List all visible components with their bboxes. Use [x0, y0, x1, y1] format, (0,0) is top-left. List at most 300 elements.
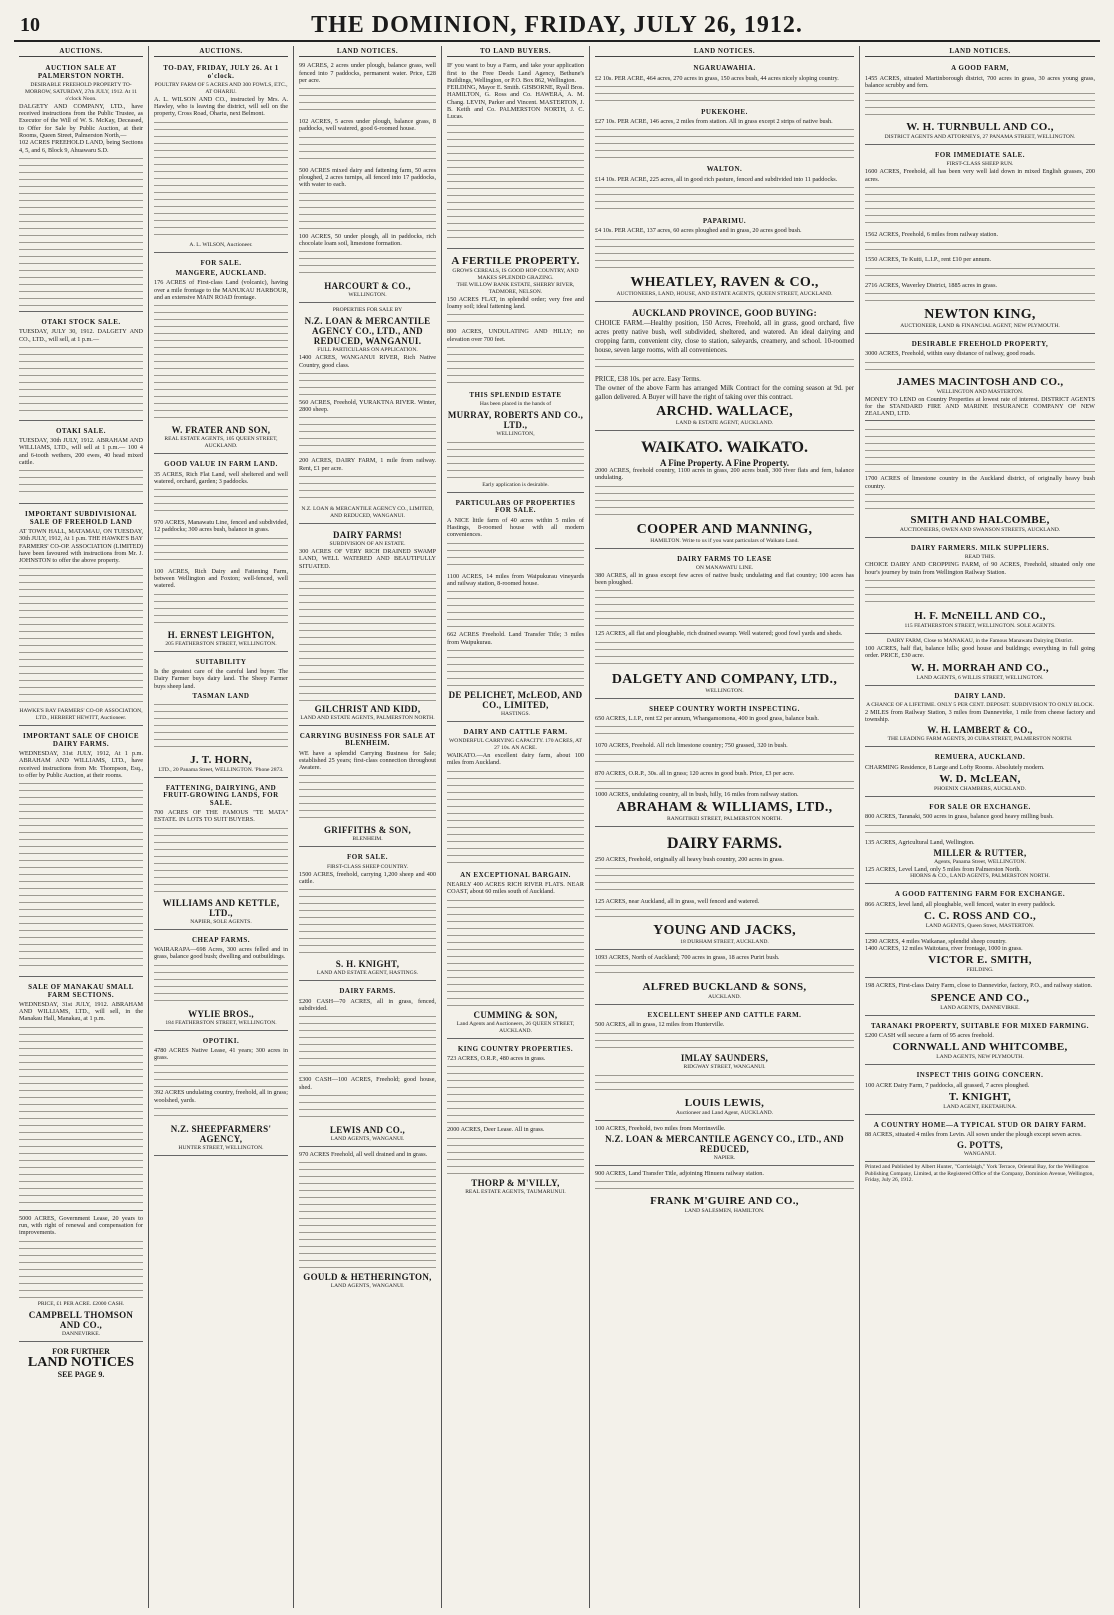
ad-fine-print [595, 127, 854, 163]
section-title: DESIRABLE FREEHOLD PROPERTY, [911, 339, 1049, 348]
ad-title: GOOD VALUE IN FARM LAND. [164, 460, 278, 469]
land-ad [154, 255, 288, 454]
ad-title: OTAKI SALE. [55, 426, 107, 435]
ad-title: AN EXCEPTIONAL BARGAIN. [460, 870, 571, 879]
ad-agent: THORP & M'VILLY, [471, 1177, 560, 1188]
ad-fine-print [299, 1093, 436, 1123]
ad-agent-address: WANGANUI. [963, 1151, 997, 1158]
banner-subtitle: A Fine Property. A Fine Property. [660, 457, 789, 468]
ad-fine-print [447, 1136, 584, 1176]
ad-body: Is the greatest care of the careful land buyer. The Dairy Farmer buys dairy land. The Sheep Farmer buys sheep land. [154, 667, 288, 690]
ad-agent: VICTOR E. SMITH, [928, 954, 1032, 967]
ad-title: THIS SPLENDID ESTATE [469, 390, 562, 399]
ad-title: FOR SALE. [200, 258, 242, 267]
ad-lot: 100 ACRES, 50 under plough, all in paddocks, rich chocolate loam soil, limestone formation. [299, 232, 436, 247]
ad-body: WEDNESDAY, 31st JULY, 1912, At 1 p.m. ABRAHAM AND WILLIAMS, LTD., have received instructions from Mr. Thompson, Esq., to offer by Public Auction, at their rooms. [19, 750, 143, 779]
auction-ad [19, 314, 143, 421]
ad-agent-address: NAPIER. [713, 1155, 736, 1162]
section-subtitle: FIRST-CLASS SHEEP RUN. [946, 161, 1014, 168]
ad-lot: 650 ACRES, L.I.P., rent £2 per annum, Whangamomona, 400 in good grass, balance bush. [595, 715, 819, 723]
land-ad [447, 495, 584, 722]
section-title: FOR SALE OR EXCHANGE. [929, 803, 1031, 812]
ad-agent: C. C. ROSS AND CO., [923, 909, 1037, 922]
ad-title: TO-DAY, FRIDAY, JULY 26. At 1 o'clock. [163, 64, 279, 80]
ad-agent-address: HASTINGS. [500, 710, 531, 717]
section-subtitle: A CHANCE OF A LIFETIME. ONLY 5 PER CENT. DEPOSIT. SUBDIVISION TO ONLY BLOCK. [866, 701, 1094, 708]
ad-agent-address: HUNTER STREET, WELLINGTON. [178, 1144, 264, 1151]
ad-agent-list: FEILDING, Mayor E. Smith. GISBORNE, Ryall Bros. HAMILTON, G. Ross and Co. HAWERA, A. M. Chang. LEVIN, Parker and Vincent. MASTERTON, J. B. Keith and Co. PALMERSTON NORTH, J. C. Lucas. [447, 84, 584, 121]
ad-fine-print [865, 823, 1095, 837]
ad-lot: £200 CASH—70 ACRES, all in grass, fenced, subdivided. [299, 997, 436, 1012]
land-ad [595, 1123, 854, 1166]
ad-fine-print [299, 474, 436, 504]
ad-agent: A. L. WILSON, Auctioneer. [189, 241, 253, 248]
column-2 [149, 46, 294, 1608]
ad-agent-address: 184 FEATHERSTON STREET, WELLINGTON. [165, 1019, 277, 1026]
ad-fine-print [595, 640, 854, 670]
ad-lot: 176 ACRES of First-class Land (volcanic), having over a mile frontage to the MANUKAU HARBOUR, and an extensive MAIN ROAD frontage. [154, 279, 288, 301]
land-ad [595, 1168, 854, 1218]
ad-agent-address: WELLINGTON, [496, 431, 535, 438]
ad-agent-address: Land Agents and Auctioneers, 26 QUEEN STREET, AUCKLAND. [456, 1020, 575, 1034]
ad-fine-print [595, 963, 854, 979]
ad-agent: HIORNS & CO., LAND AGENTS, PALMERSTON NORTH. [910, 873, 1050, 880]
page-number: 10 [20, 14, 40, 36]
ad-fine-print [154, 1063, 288, 1087]
ad-agent-address: PHOENIX CHAMBERS, AUCKLAND. [934, 786, 1026, 793]
ad-agent: N.Z. LOAN & MERCANTILE AGENCY CO., LIMITED, AND REDUCED, WANGANUI. [301, 506, 434, 520]
column-heading: AUCTIONS. [154, 48, 288, 57]
masthead: THE DOMINION, FRIDAY, JULY 26, 1912. [311, 12, 803, 38]
ad-lot: £2 10s. PER ACRE, 464 acres, 270 acres in grass, 150 acres bush, 44 acres nicely sloping country. [595, 74, 839, 82]
ad-fine-print [447, 312, 584, 326]
land-ad [595, 551, 854, 699]
ad-fine-print [154, 303, 288, 423]
ad-agent-address: BLENHEIM. [352, 836, 383, 843]
ad-lot: 4780 ACRES Native Lease, 41 years; 300 acres in grass. [154, 1046, 288, 1062]
ad-price: PRICE, £38 10s. per acre. Easy Terms. [595, 375, 701, 383]
ad-lot: 800 ACRES, Taranaki, 500 acres in grass, balance good heavy milling bush. [865, 813, 1054, 821]
ad-fine-print [299, 572, 436, 702]
ad-agent-address: LAND AND ESTATE AGENT, HASTINGS. [316, 970, 419, 977]
ad-place: MANGERE, AUCKLAND. [175, 269, 267, 278]
column-1 [14, 46, 149, 1608]
ad-lot: 560 ACRES, Freehold, YURAKTNA RIVER. Winter, 2800 sheep. [299, 398, 436, 414]
column-heading: LAND NOTICES. [299, 48, 436, 57]
ad-fine-print [299, 1160, 436, 1270]
ad-agent: ABRAHAM & WILLIAMS, LTD., [616, 800, 833, 816]
ad-title: OTAKI STOCK SALE. [41, 317, 121, 326]
ad-fine-print [299, 1014, 436, 1074]
ad-body: A. L. WILSON AND CO., instructed by Mrs. A. Hawley, who is leaving the district, will sell on the property, Cross Road, Ohariu, next Belmont. [154, 95, 288, 118]
ad-body: CHOICE DAIRY AND CROPPING FARM, of 90 ACRES, Freehold, situated only one hour's journey by train from Wellington Railway Station. [865, 561, 1095, 576]
ad-fine-print [595, 779, 854, 789]
ad-agent-address: AUCTIONEERS, OWEN AND SWANSON STREETS, AUCKLAND. [899, 527, 1061, 534]
ad-note: Early application is desirable. [482, 482, 549, 489]
ad-fine-print [865, 360, 1095, 374]
ad-fine-print [19, 345, 143, 415]
ad-fine-print [299, 887, 436, 957]
ad-agent: N.Z. LOAN & MERCANTILE AGENCY CO., LTD., AND REDUCED, WANGANUI. [304, 316, 431, 347]
ad-subtitle: SUBDIVISION OF AN ESTATE. [329, 541, 406, 548]
section-title: REMUERA, AUCKLAND. [934, 753, 1026, 762]
ad-fine-print [299, 86, 436, 116]
ad-body: AT TOWN HALL, MATAMAU, ON TUESDAY, 30th JULY, 1912, At 1 p.m. THE HAWKE'S BAY FARMERS' CO-OP. ASSOCIATION (LIMITED) have been favoured with instructions from Mr. J. JOHNSTON to offer the above property. [19, 527, 143, 565]
land-ad [447, 1041, 584, 1199]
ad-place: PAPARIMU. [702, 217, 747, 226]
ad-fine-print [299, 371, 436, 397]
ad-fine-print [865, 240, 1095, 254]
ad-fine-print [595, 752, 854, 768]
section-title: A GOOD FATTENING FARM FOR EXCHANGE. [894, 890, 1066, 899]
banner-title: DAIRY FARMS. [667, 835, 782, 853]
ad-fine-print [19, 468, 143, 498]
land-ad [865, 540, 1095, 634]
ad-agent: N.Z. LOAN & MERCANTILE AGENCY CO., LTD., AND REDUCED, [605, 1134, 844, 1155]
ad-fine-print [154, 536, 288, 566]
ad-fine-print [865, 578, 1095, 608]
ad-lot: 125 ACRES, near Auckland, all in grass, well fenced and watered. [595, 897, 760, 905]
banner-title: WAIKATO. WAIKATO. [640, 438, 808, 456]
ad-agent: ARCHD. WALLACE, [656, 403, 793, 419]
ad-lot: 135 ACRES, Agricultural Land, Wellington. [865, 838, 975, 846]
ad-agent: HAWKE'S BAY FARMERS' CO-OP. ASSOCIATION, LTD., HERBERT HEWITT, Auctioneer. [19, 708, 143, 722]
ad-agent: YOUNG AND JACKS, [653, 922, 796, 938]
ad-subtitle: WONDERFUL CARRYING CAPACITY. 170 ACRES, AT 27 10s. AN ACRE. [449, 738, 582, 752]
ad-lot: £300 CASH—100 ACRES, Freehold; good house, shed. [299, 1076, 436, 1091]
ad-fine-print [299, 415, 436, 455]
ad-agent-address: Auctioneer and Land Agent, AUCKLAND. [675, 1109, 774, 1116]
ad-fine-print [595, 84, 854, 106]
ad-agent-address: WELLINGTON AND MASTERTON. [936, 388, 1024, 395]
section-subtitle: ON MANAWATU LINE. [695, 564, 754, 571]
ad-fine-print [595, 1073, 854, 1095]
ad-subtitle: GROWS CEREALS, IS GOOD HOP COUNTRY, AND MAKES SPLENDID GRAZING. [452, 267, 579, 281]
ad-note: The owner of the above Farm has arranged Milk Contract for the coming season at 9d. per gallon delivered. A Buyer will have the right of taking over this contract. [595, 384, 854, 401]
ad-fine-print [595, 724, 854, 740]
ad-title: A FERTILE PROPERTY. [451, 254, 580, 267]
land-ad [865, 980, 1095, 1015]
ad-agent: W. H. MORRAH AND CO., [911, 661, 1049, 674]
land-ad [154, 780, 288, 929]
ad-agent-address: WELLINGTON. [348, 292, 387, 299]
ad-body: WE have a splendid Carrying Business for Sale; established 25 years; first-class connection throughout Awatere. [299, 749, 436, 772]
ad-lot: 100 ACRES, half flat, balance hills; good house and buildings; everything in full going order. PRICE, £30 acre. [865, 644, 1095, 660]
ad-fine-print [865, 91, 1095, 119]
ad-agent-address: 18 DURHAM STREET, AUCKLAND. [680, 938, 769, 945]
land-ad [865, 799, 1095, 884]
ad-lot: 662 ACRES Freehold. Land Transfer Title; 3 miles from Waipukurau. [447, 631, 584, 646]
ad-fine-print [19, 1025, 143, 1205]
auction-ad [19, 979, 143, 1210]
ad-fine-print [865, 427, 1095, 473]
ad-lot: 900 ACRES, Land Transfer Title, adjoining Hinuera railway station. [595, 1170, 764, 1178]
ad-agent-address: LAND AGENTS, 6 WILLIS STREET, WELLINGTON. [916, 674, 1044, 681]
ad-title: SUITABILITY [195, 657, 247, 666]
ad-lot: 99 ACRES, 2 acres under plough, balance grass, well fenced into 7 paddocks, permanent water. Price, £28 per acre. [299, 62, 436, 84]
land-ad [447, 724, 584, 1039]
ad-lot: 300 ACRES OF VERY RICH DRAINED SWAMP LAND, WELL WATERED AND BEAUTIFULLY SITUATED. [299, 548, 436, 570]
ad-agent-place: DANNEVIRKE. [61, 1330, 101, 1337]
ad-agent: CAMPBELL THOMSON AND CO., [28, 1309, 134, 1330]
ad-agent-address: LAND AGENTS, DANNEVIRKE. [940, 1004, 1020, 1011]
ad-fine-print [447, 440, 584, 480]
ad-agent-address: LAND SALESMEN, HAMILTON. [684, 1208, 765, 1215]
ad-subtitle: POULTRY FARM OF 5 ACRES AND 300 FOWLS, ETC., AT OHARIU. [154, 81, 288, 95]
land-ad [299, 60, 436, 303]
ad-body: CHARMING Residence, 8 Large and Lofty Rooms. Absolutely modern. [865, 763, 1045, 771]
ad-lot: 380 ACRES, all in grass except few acres of native bush; undulating and flat country; 100 acres has been ploughed. [595, 571, 854, 587]
business-ad [299, 728, 436, 847]
ad-fine-print [595, 866, 854, 896]
ad-fine-print [19, 156, 143, 306]
ad-lot: £27 10s. PER ACRE, 146 acres, 2 miles from station. All in grass except 2 strips of native bush. [595, 118, 833, 126]
section-title: DAIRY FARM, Close to MANAKAU, in the Famous Manawatu Dairying District. [886, 637, 1074, 644]
column-heading: LAND NOTICES. [865, 48, 1095, 57]
ad-lot: 102 ACRES, 5 acres under plough, balance grass, 8 paddocks, well watered, good 6-roomed house. [299, 118, 436, 133]
ad-fine-print [299, 773, 436, 823]
reference-line-2: LAND NOTICES [27, 1354, 135, 1370]
section-title: FOR IMMEDIATE SALE. [934, 151, 1026, 160]
ad-lot: 1455 ACRES, situated Martinborough district, 700 acres in grass, 30 acres young grass, balance scrubby and fern. [865, 74, 1095, 89]
page-header [14, 8, 1100, 42]
ad-lot: 1290 ACRES, 4 miles Waikanae, splendid sheep country. [865, 937, 1007, 945]
ad-fine-print [595, 588, 854, 628]
ad-place: NGARUAWAHIA. [693, 64, 756, 73]
land-ad [299, 526, 436, 726]
ad-agent: GOULD & HETHERINGTON, [303, 1272, 432, 1283]
auction-ad [19, 60, 143, 312]
ad-body: MONEY TO LEND on Country Properties at lowest rate of interest. DISTRICT AGENTS for the STANDARD FIRE AND MARINE INSURANCE COMPANY OF NEW ZEALAND, LTD. [865, 395, 1095, 418]
ad-fine-print [154, 963, 288, 1007]
ad-body: A NICE little farm of 40 acres within 5 miles of Hastings, 8-roomed house with all modern conveniences. [447, 516, 584, 539]
ad-lot: 1600 ACRES, Freehold, all has been very well laid down in mixed English grasses, 200 acres. [865, 168, 1095, 183]
ad-agent: JAMES MACINTOSH AND CO., [896, 375, 1064, 388]
ad-fine-print [154, 702, 288, 752]
ad-body: WAIKATO.—An excellent dairy farm, about 100 miles from Auckland. [447, 752, 584, 767]
ad-fine-print [154, 826, 288, 896]
ad-lot: 723 ACRES, O.R.P., 480 acres in grass. [447, 1054, 546, 1062]
ad-fine-print [595, 907, 854, 921]
column-5 [590, 46, 860, 1608]
ad-body: TUESDAY, 30th JULY, 1912. ABRAHAM AND WILLIAMS, LTD., will sell at 1 p.m.— 100 4 and 6-tooth wethers, 200 ewes, 40 head mixed cattle. [19, 437, 143, 467]
column-heading: LAND NOTICES. [595, 48, 854, 57]
ad-body: 2 MILES from Railway Station, 3 miles from Dannevirke, 1 mile from cheese factory and township. [865, 708, 1095, 724]
ad-lot: 1070 ACRES, Freehold. All rich limestone country; 750 grassed, 320 in bush. [595, 742, 788, 750]
land-ad [865, 147, 1095, 334]
ad-agent-address: REAL ESTATE AGENTS, 105 QUEEN STREET, AUCKLAND. [164, 436, 278, 450]
ad-agent-address: NAPIER, SOLE AGENTS. [190, 918, 252, 925]
ad-title: DAIRY FARMS. [339, 987, 396, 996]
ad-lot: £14 10s. PER ACRE, 225 acres, all in good rich pasture, fenced and subdivided into 11 paddocks. [595, 175, 838, 183]
ad-agent-address: RANGITIKEI STREET, PALMERSTON NORTH. [666, 816, 782, 823]
auction-ad [19, 728, 143, 977]
ad-lot: 1400 ACRES, WANGANUI RIVER, Rich Native Country, good class. [299, 354, 436, 369]
ad-fine-print [447, 589, 584, 629]
ad-subtitle: FIRST-CLASS SHEEP COUNTRY. [326, 863, 409, 870]
ad-fine-print [19, 781, 143, 971]
section-title: INSPECT THIS GOING CONCERN. [916, 1071, 1044, 1080]
ad-lot: 150 ACRES FLAT, in splendid order; very free and loamy soil; ideal fattening land. [447, 295, 584, 310]
auction-ad [154, 60, 288, 252]
ad-lot: 1093 ACRES, North of Auckland; 700 acres in grass, 18 acres Puriri bush. [595, 953, 780, 961]
ad-agent: FRANK M'GUIRE AND CO., [650, 1195, 799, 1208]
ad-title: IMPORTANT SUBDIVISIONAL SALE OF FREEHOLD LAND [25, 510, 137, 526]
ad-agent: G. POTTS, [957, 1140, 1003, 1151]
ad-estate: THE WILLOW BANK ESTATE, SHERRY RIVER, TADMORE, NELSON. [456, 281, 575, 295]
ad-lot: 198 ACRES, First-class Dairy Farm, close to Dannevirke, factory, P.O., and railway station. [865, 982, 1093, 990]
ad-agent: W. FRATER AND SON, [171, 425, 271, 436]
land-ad [595, 952, 854, 1005]
ad-agent-address: LAND AGENTS, NEW PLYMOUTH. [936, 1054, 1024, 1061]
ad-fine-print [595, 1179, 854, 1193]
ad-fine-print [154, 120, 288, 240]
ad-title: PARTICULARS OF PROPERTIES FOR SALE. [455, 499, 576, 515]
ad-lot: 100 ACRES, Freehold, two miles from Morrinsville. [595, 1124, 726, 1132]
ad-fine-print [595, 484, 854, 520]
column-heading: TO LAND BUYERS. [447, 48, 584, 57]
ad-agent: H. F. McNEILL AND CO., [914, 609, 1046, 622]
page-reference [19, 1348, 143, 1379]
section-subtitle: READ THIS. [964, 554, 996, 561]
ad-agent-address: HAMILTON. Write to us if you want particulars of Waikato Land. [650, 537, 799, 544]
ad-title: AUCTION SALE AT PALMERSTON NORTH. [37, 64, 125, 80]
ad-agent: CORNWALL AND WHITCOMBE, [892, 1041, 1068, 1054]
auction-ad [19, 423, 143, 504]
ad-fine-print [447, 648, 584, 688]
ad-lot: 250 ACRES, Freehold, originally all heavy bush country, 200 acres in grass. [595, 856, 784, 864]
ad-fine-print [865, 492, 1095, 512]
ad-body: DALGETY AND COMPANY, LTD., have received instructions from the Public Trustee, as Executor of the Will of W. S. McKay, Deceased, to Offer for Sale by Public Auction, at their Rooms, Queen Street, Palmerston North,— [19, 102, 143, 140]
ad-fine-print [447, 345, 584, 389]
ad-agent: GRIFFITHS & SON, [323, 825, 412, 836]
ad-lot: 870 ACRES, O.R.P., 30s. all in grass; 120 acres in good bush. Price, £3 per acre. [595, 769, 795, 777]
ad-agent: WYLIE BROS., [188, 1008, 254, 1019]
land-ad [299, 305, 436, 524]
ad-agent: J. T. HORN, [190, 754, 252, 767]
section-title: EXCELLENT SHEEP AND CATTLE FARM. [647, 1011, 802, 1020]
ad-fine-print [299, 249, 436, 279]
ad-lot: 800 ACRES, UNDULATING AND HILLY; no elevation over 700 feet. [447, 328, 584, 343]
section-title: SHEEP COUNTRY WORTH INSPECTING. [649, 704, 800, 713]
land-ad [865, 336, 1095, 421]
ad-lot: 100 ACRE Dairy Farm, 7 paddocks, all grassed, 7 acres ploughed. [865, 1081, 1030, 1089]
ad-lot: 2000 ACRES, freehold country, 1100 acres in grass, 200 acres bush, 300 river flats and fern, balance undulating. [595, 466, 854, 482]
ad-price: PRICE, £1 PER ACRE. £2000 CASH. [37, 1300, 125, 1307]
ad-lot: £200 CASH will secure a farm of 95 acres freehold. [865, 1031, 994, 1039]
ad-fine-print [595, 237, 854, 273]
ad-title: KING COUNTRY PROPERTIES. [457, 1044, 574, 1053]
ad-title: CARRYING BUSINESS FOR SALE AT BLENHEIM. [299, 731, 436, 748]
ad-title: FATTENING, DAIRYING, AND FRUIT-GROWING LANDS, FOR SALE. [163, 784, 279, 807]
section-title: AUCKLAND PROVINCE, GOOD BUYING: [632, 307, 817, 318]
ad-lot: 2716 ACRES, Waverley District, 1885 acres in grass. [865, 281, 998, 289]
ad-fine-print [447, 123, 584, 243]
section-title: DAIRY FARMS TO LEASE [677, 554, 772, 563]
ad-agent: MILLER & RUTTER, [933, 847, 1027, 858]
ad-fine-print [865, 291, 1095, 305]
ad-agent: IMLAY SAUNDERS, [680, 1052, 769, 1063]
ad-title: SALE OF MANAKAU SMALL FARM SECTIONS. [28, 983, 134, 999]
ad-fine-print [154, 1106, 288, 1122]
ad-lot: 88 ACRES, situated 4 miles from Levin. All sown under the plough except seven acres. [865, 1131, 1082, 1139]
ad-body: CHOICE FARM.—Healthy position, 150 Acres, Freehold, all in grass, good orchard, five acres pretty native bush, well subdivided, sheltered, and watered. An ideal dairying and cropping farm, convenient city, close to station, saleyards, creamery, and school. 10-roomed house, seven large rooms, with all conveniences. [595, 319, 854, 354]
ad-title: OPOTIKI. [202, 1036, 240, 1045]
ad-lot: 866 ACRES, level land, all ploughable, well fenced, water in every paddock. [865, 900, 1056, 908]
ad-body: IF you want to buy a Farm, and take your application first to the Free Deeds Land Agency, Bethune's Buildings, Wellington, or P.O. Box 862, Wellington. [447, 62, 584, 84]
ad-agent-address: AUCTIONEERS, LAND, HOUSE, AND ESTATE AGENTS, QUEEN STREET, AUCKLAND. [616, 290, 833, 297]
column-6 [860, 46, 1100, 1608]
land-ad [154, 1033, 288, 1156]
ad-agent-address: 205 FEATHERSTON STREET, WELLINGTON. [165, 640, 277, 647]
ad-title: CHEAP FARMS. [192, 935, 250, 944]
land-ad [154, 654, 288, 778]
ad-agent: COOPER AND MANNING, [636, 521, 813, 537]
land-ad [595, 1007, 854, 1121]
ad-agent: W. D. McLEAN, [939, 773, 1021, 786]
ad-place: WALTON. [706, 165, 743, 174]
ad-fine-print [299, 191, 436, 231]
ad-agent: CUMMING & SON, [473, 1009, 558, 1020]
ad-lot: £4 10s. PER ACRE, 137 acres, 60 acres ploughed and in grass, 20 acres good bush. [595, 227, 802, 235]
land-ad [865, 1117, 1095, 1163]
ad-lot: 2000 ACRES, Deer Lease. All in grass. [447, 1126, 545, 1134]
land-ad [865, 1067, 1095, 1115]
ad-lot: 1550 ACRES, Te Kuiti, L.I.P., rent £10 per annum. [865, 256, 992, 264]
land-ad [299, 849, 436, 981]
ad-agent: WILLIAMS AND KETTLE, LTD., [162, 897, 280, 918]
land-ad [19, 1213, 143, 1342]
land-ad [299, 1149, 436, 1293]
ad-agent-address: LAND AGENTS, WANGANUI. [330, 1135, 405, 1142]
ad-agent: SPENCE AND CO., [930, 991, 1030, 1004]
ad-fine-print [595, 185, 854, 215]
land-ad [865, 936, 1095, 979]
ad-lot: 970 ACRES Freehold, all well drained and in grass. [299, 1150, 428, 1158]
land-ad [299, 983, 436, 1146]
ad-lot: 1700 ACRES of limestone country in the Auckland district, of originally heavy bush country. [865, 475, 1095, 490]
printer-imprint: Printed and Published by Albert Hunter, "Corrielaigh," York Terrace, Oriental Bay, for the Wellington Publishing Company, Limited, at the Registered Office of the Company, Dominion Avenue, Wellington, Friday, July 26, 1912. [865, 1164, 1094, 1184]
ad-place: TASMAN LAND [192, 691, 250, 700]
agency-ad [447, 60, 584, 248]
ad-lot: 200 ACRES, DAIRY FARM, 1 mile from railway. Rent, £1 per acre. [299, 457, 436, 472]
land-ad [865, 636, 1095, 686]
ad-agent-address: LAND & ESTATE AGENT, AUCKLAND. [675, 419, 774, 426]
column-3 [294, 46, 442, 1608]
ad-agent-address: AUCTIONEER, LAND & FINANCIAL AGENT, NEW PLYMOUTH. [900, 322, 1060, 329]
ad-agent: WHEATLEY, RAVEN & CO., [630, 274, 819, 290]
land-ad [865, 886, 1095, 934]
ad-agent-address: THE LEADING FARM AGENTS, 20 CUBA STREET, PALMERSTON NORTH. [887, 736, 1073, 743]
ad-agent-address: Agents, Panama Street, WELLINGTON. [934, 858, 1026, 865]
ad-agent: S. H. KNIGHT, [335, 959, 400, 970]
ad-agent: LEWIS AND CO., [329, 1124, 406, 1135]
ad-body: WEDNESDAY, 31st JULY, 1912. ABRAHAM AND WILLIAMS, LTD., will sell, in the Manakau Hall, Manakau, at 1 p.m. [19, 1000, 143, 1023]
reference-line-3: SEE PAGE 9. [57, 1369, 105, 1379]
ad-lot: 3000 ACRES, Freehold, within easy distance of railway, good roads. [865, 350, 1036, 358]
ad-fine-print [865, 185, 1095, 229]
ad-body: WAIRARAPA—698 Acres, 300 acres felled and in grass, balance good bush; dwelling and outbuildings. [154, 945, 288, 961]
land-ad [154, 932, 288, 1031]
land-ad [865, 749, 1095, 797]
ad-lot: 125 ACRES, Level Land, only 5 miles from Palmerston North. [865, 865, 1022, 873]
ad-fine-print [447, 769, 584, 869]
ad-lot: 35 ACRES, Rich Flat Land, well sheltered and well watered, orchard, garden; 3 paddocks. [154, 470, 288, 485]
ad-agent-address: AUCKLAND. [708, 994, 741, 1001]
land-ad [865, 688, 1095, 748]
land-ad [865, 60, 1095, 145]
ad-agent-address: LAND AND ESTATE AGENTS, PALMERSTON NORTH. [300, 714, 435, 721]
